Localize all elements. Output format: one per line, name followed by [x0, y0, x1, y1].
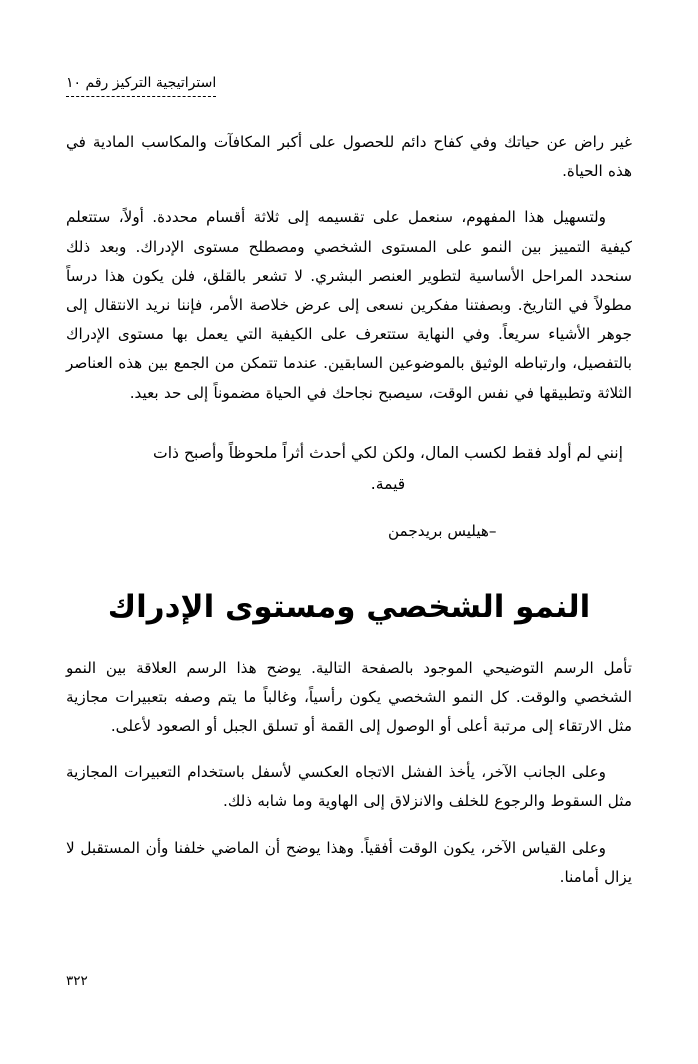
- page-number: ٣٢٢: [66, 972, 88, 989]
- paragraph-time-horizontal: وعلى القياس الآخر، يكون الوقت أفقياً. وهذا يوضح أن الماضي خلفنا وأن المستقبل لا يزال أمامنا.: [66, 838, 632, 886]
- text-column: [66, 128, 632, 892]
- paragraph-continuation: غير راض عن حياتك وفي كفاح دائم للحصول على أكبر المكافآت والمكاسب المادية في هذه الحياة.: [66, 133, 632, 181]
- pull-quote-attribution: –هيليس بريدجمن: [388, 522, 497, 541]
- pull-quote-text: إنني لم أولد فقط لكسب المال، ولكن لكي أحدث أثراً ملحوظاً وأصبح ذات قيمة.: [153, 443, 623, 493]
- section-heading: النمو الشخصي ومستوى الإدراك: [107, 589, 591, 626]
- paragraph-three-sections: ولتسهيل هذا المفهوم، سنعمل على تقسيمه إلى ثلاثة أقسام محددة. أولاً، ستتعلم كيفية التمييز بين النمو على المستوى الشخصي ومصطلح مستوى الإدراك. وبعد ذلك سنحدد المراحل الأساسية لتطوير العنصر البشري. لا تشعر بالقلق، فلن يكون هذا درساً مطولاً في التاريخ. وبصفتنا مفكرين نسعى إلى عرض خلاصة الأمر، فإننا نريد الانتقال إلى جوهر الأشياء سريعاً. وفي النهاية ستتعرف على الكيفية التي يعمل بها مستوى الإدراك بالتفصيل، وارتباطه الوثيق بالموضوعين السابقين. عندما تتمكن من الجمع بين هذه العناصر الثلاثة وتطبيقها في نفس الوقت، سيصبح نجاحك في الحياة مضموناً إلى حد بعيد.: [66, 208, 632, 402]
- paragraph-failure-downward: وعلى الجانب الآخر، يأخذ الفشل الاتجاه العكسي لأسفل باستخدام التعبيرات المجازية مثل السقوط والرجوع للخلف والانزلاق إلى الهاوية وما شابه ذلك.: [66, 763, 632, 811]
- running-header: [66, 72, 632, 97]
- paragraph-diagram-vertical: تأمل الرسم التوضيحي الموجود بالصفحة التالية. يوضح هذا الرسم العلاقة بين النمو الشخصي والوقت. كل النمو الشخصي يكون رأسياً، وغالباً ما يتم وصفه بتعبيرات مجازية مثل الارتقاء إلى مرتبة أعلى أو الوصول إلى القمة أو تسلق الجبل أو الصعود لأعلى.: [66, 658, 632, 736]
- pull-quote: [66, 438, 632, 546]
- running-header-text: استراتيجية التركيز رقم ١٠: [66, 74, 216, 97]
